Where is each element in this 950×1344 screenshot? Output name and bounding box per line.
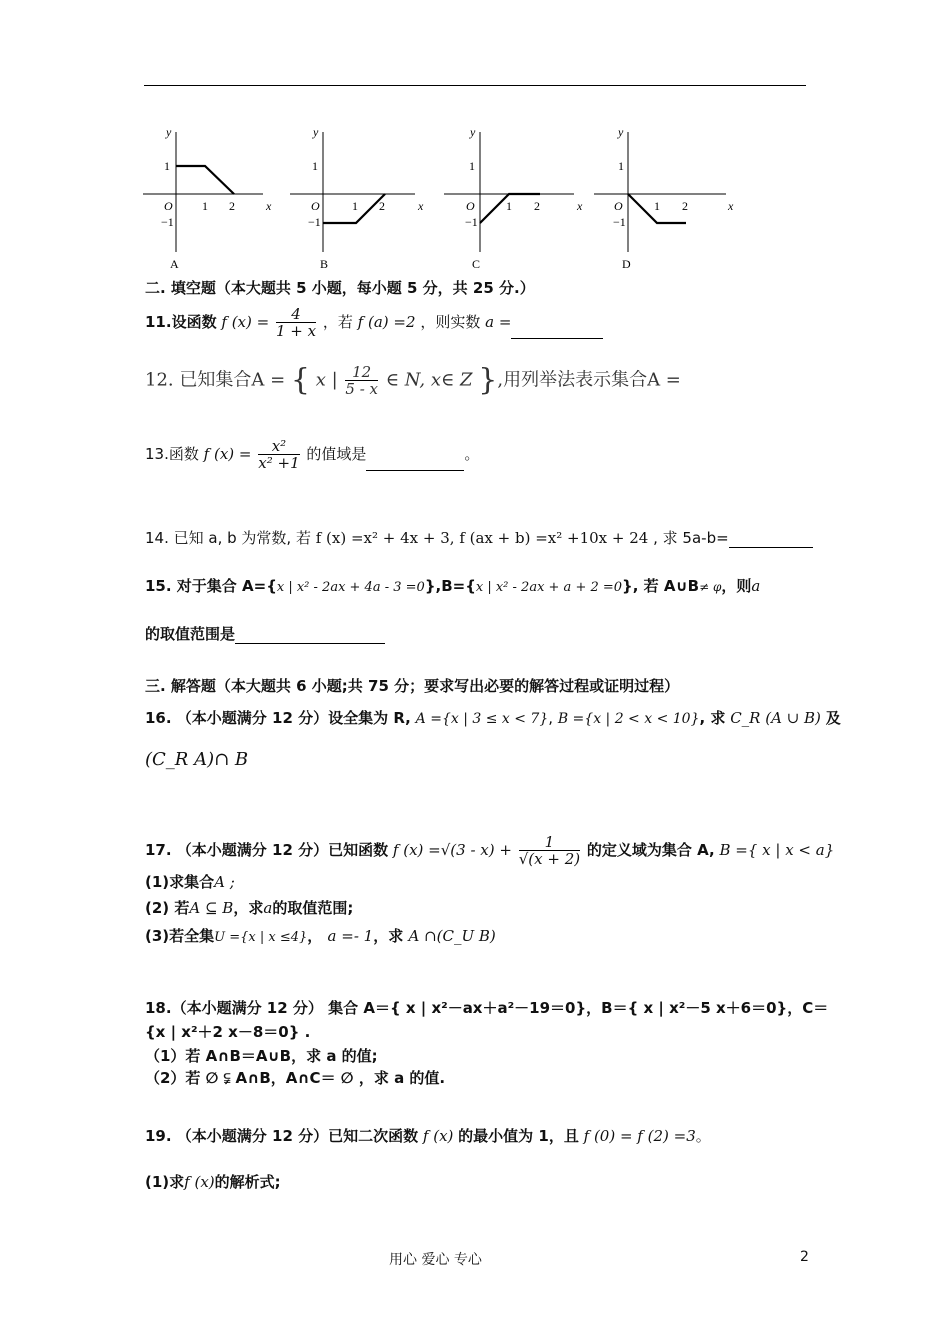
svg-text:C: C — [472, 257, 481, 271]
question-13: 13.函数 f (x) = $\frac{\text{x²}}{\text{x² +1}}$ 的值域是 。 — [145, 437, 480, 472]
question-18: 18.（本小题满分 12 分） 集合 A＝{ x | x²－ax＋a²－19＝0}，B＝{ x | x²－5 x＋6＝0}，C＝ — [145, 999, 829, 1017]
svg-text:−1: −1 — [465, 215, 478, 229]
q15-answer-blank[interactable] — [235, 629, 385, 644]
question-19: 19. （本小题满分 12 分）已知二次函数 f (x) 的最小值为 1，且 f (0) = f (2) =3。 — [145, 1127, 711, 1145]
svg-text:x: x — [418, 199, 424, 213]
q14-answer-blank[interactable] — [729, 533, 813, 548]
question-15: 15. 对于集合 A={x | x² - 2ax + 4a - 3 =0},B={x | x² - 2ax + a + 2 =0}, 若 A∪B≠ φ，则a — [145, 577, 761, 595]
svg-text:O: O — [466, 199, 475, 213]
graph-d — [594, 125, 734, 271]
question-19-part1: (1)求f (x)的解析式; — [145, 1173, 281, 1191]
header-rule — [144, 85, 806, 86]
svg-text:−1: −1 — [161, 215, 174, 229]
page-number: 2 — [800, 1249, 809, 1265]
question-14: 14. 已知 a, b 为常数, 若 f (x) =x² + 4x + 3, f (ax + b) =x² +10x + 24 , 求 5a-b= — [145, 528, 813, 548]
svg-text:O: O — [614, 199, 623, 213]
svg-text:2: 2 — [379, 199, 385, 213]
question-17-part3: (3)若全集U ={x | x ≤4}， a =- 1，求 A ∩(C_U B) — [145, 927, 496, 945]
svg-text:B: B — [320, 257, 329, 271]
svg-text:1: 1 — [469, 159, 475, 173]
svg-text:1: 1 — [202, 199, 208, 213]
svg-text:1: 1 — [506, 199, 512, 213]
graph-c — [444, 125, 583, 271]
question-16: 16. （本小题满分 12 分）设全集为 R, A ={x | 3 ≤ x < 7}, B ={x | 2 < x < 10}, 求 C_R (A ∪ B) 及 — [145, 709, 841, 727]
question-17: 17. （本小题满分 12 分）已知函数 f (x) =√(3 - x) + $\frac{1}{√(x + 2)}$ 的定义域为集合 A, B ={ x | x < a} — [145, 833, 835, 868]
svg-text:1: 1 — [164, 159, 170, 173]
svg-text:1: 1 — [654, 199, 660, 213]
question-18-part1: （1）若 A∩B＝A∪B，求 a 的值; — [145, 1047, 378, 1065]
svg-text:x: x — [577, 199, 583, 213]
svg-text:2: 2 — [229, 199, 235, 213]
svg-text:2: 2 — [534, 199, 540, 213]
svg-text:D: D — [622, 257, 631, 271]
svg-text:O: O — [311, 199, 320, 213]
svg-text:2: 2 — [682, 199, 688, 213]
svg-text:A: A — [170, 257, 179, 271]
graph-options — [138, 122, 738, 272]
question-15-line2: 的取值范围是 — [145, 624, 385, 644]
svg-text:y: y — [618, 125, 624, 139]
section-2-title: 二. 填空题（本大题共 5 小题，每小题 5 分，共 25 分.） — [145, 279, 535, 297]
svg-text:y: y — [470, 125, 476, 139]
svg-text:1: 1 — [312, 159, 318, 173]
question-11: 11.设函数 f (x) = $\frac{4}{1 + x}$ ，若 f (a) =2 ，则实数 a = — [145, 306, 603, 339]
question-16-line2: (C_R A)∩ B — [145, 749, 249, 770]
question-12: 12. 已知集合A = { x | $\frac{12}{5 - x}$ ∈ N, x∈ Z },用列举法表示集合A = — [145, 362, 681, 398]
svg-text:1: 1 — [352, 199, 358, 213]
q13-answer-blank[interactable] — [366, 456, 464, 471]
svg-text:y: y — [166, 125, 172, 139]
svg-text:x: x — [266, 199, 272, 213]
graph-b — [290, 125, 424, 271]
question-18-line2: {x | x²＋2 x－8＝0} . — [145, 1023, 311, 1041]
question-18-part2: （2）若 ∅ ⫋ A∩B，A∩C＝ ∅ ，求 a 的值. — [145, 1069, 446, 1087]
svg-text:x: x — [728, 199, 734, 213]
question-17-part1: (1)求集合A ; — [145, 873, 235, 891]
svg-text:−1: −1 — [613, 215, 626, 229]
svg-text:y: y — [313, 125, 319, 139]
q11-answer-blank[interactable] — [511, 324, 603, 339]
footer-motto: 用心 爱心 专心 — [389, 1252, 482, 1268]
svg-text:−1: −1 — [308, 215, 321, 229]
svg-text:O: O — [164, 199, 173, 213]
question-17-part2: (2) 若A ⊆ B，求a的取值范围; — [145, 899, 354, 917]
section-3-title: 三. 解答题（本大题共 6 小题;共 75 分；要求写出必要的解答过程或证明过程） — [145, 677, 680, 695]
graph-a — [143, 125, 272, 271]
svg-text:1: 1 — [618, 159, 624, 173]
